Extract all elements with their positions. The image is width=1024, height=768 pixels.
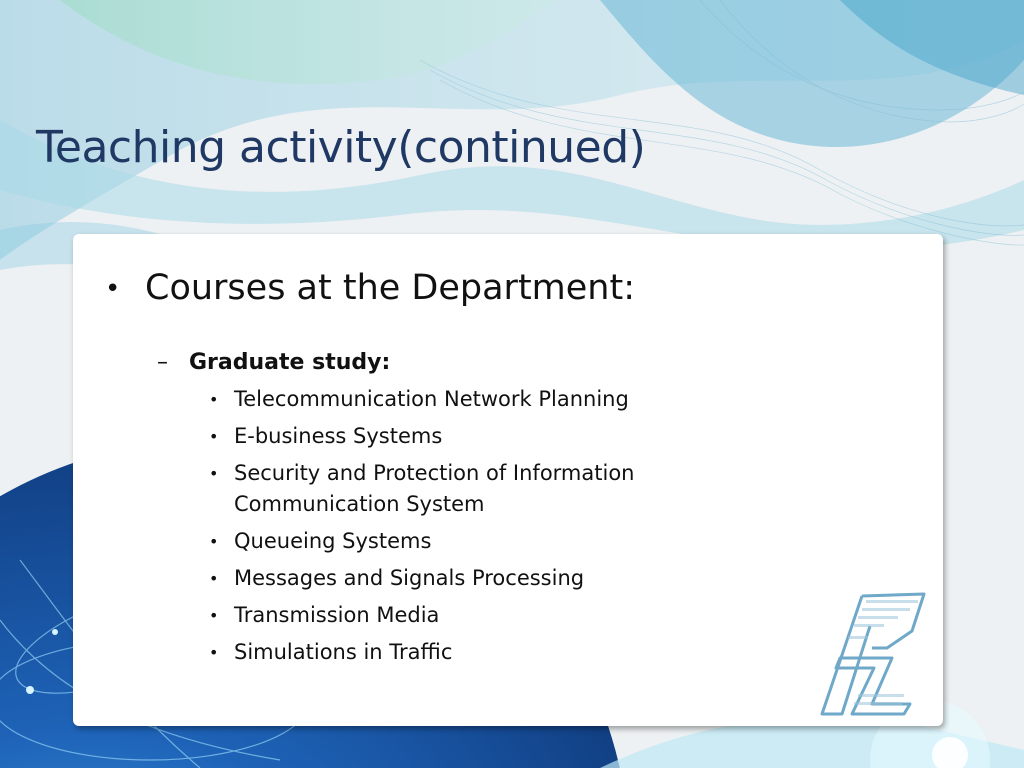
list-item — [209, 637, 729, 668]
bullet-dot-icon: • — [209, 427, 219, 446]
binary-ffp-logo-icon — [792, 586, 932, 721]
course-name: Queueing Systems — [234, 529, 432, 553]
course-name: Security and Protection of Information Communication System — [234, 461, 635, 516]
bullet-dot-icon: • — [209, 643, 219, 662]
heading-bullet — [105, 268, 635, 308]
bullet-dot-icon: • — [105, 274, 121, 304]
course-name: Transmission Media — [234, 603, 440, 627]
courses-heading: Courses at the Department: — [145, 268, 635, 308]
bullet-dot-icon: • — [209, 464, 219, 483]
bullet-dot-icon: • — [209, 532, 219, 551]
list-item — [209, 600, 729, 631]
graduate-study-label: Graduate study: — [189, 350, 391, 375]
list-item — [209, 421, 729, 452]
list-item — [209, 458, 729, 520]
course-name: Messages and Signals Processing — [234, 566, 585, 590]
bullet-dot-icon: • — [209, 390, 219, 409]
dash-bullet-icon: – — [157, 350, 168, 375]
course-list — [209, 384, 729, 674]
bullet-dot-icon: • — [209, 569, 219, 588]
list-item — [209, 526, 729, 557]
course-name: Simulations in Traffic — [234, 640, 453, 664]
bullet-dot-icon: • — [209, 606, 219, 625]
list-item — [209, 563, 729, 594]
course-name: E-business Systems — [234, 424, 443, 448]
course-name: Telecommunication Network Planning — [234, 387, 629, 411]
list-item — [209, 384, 729, 415]
subheading-bullet — [157, 350, 390, 375]
slide-title: Teaching activity(continued) — [36, 122, 646, 173]
